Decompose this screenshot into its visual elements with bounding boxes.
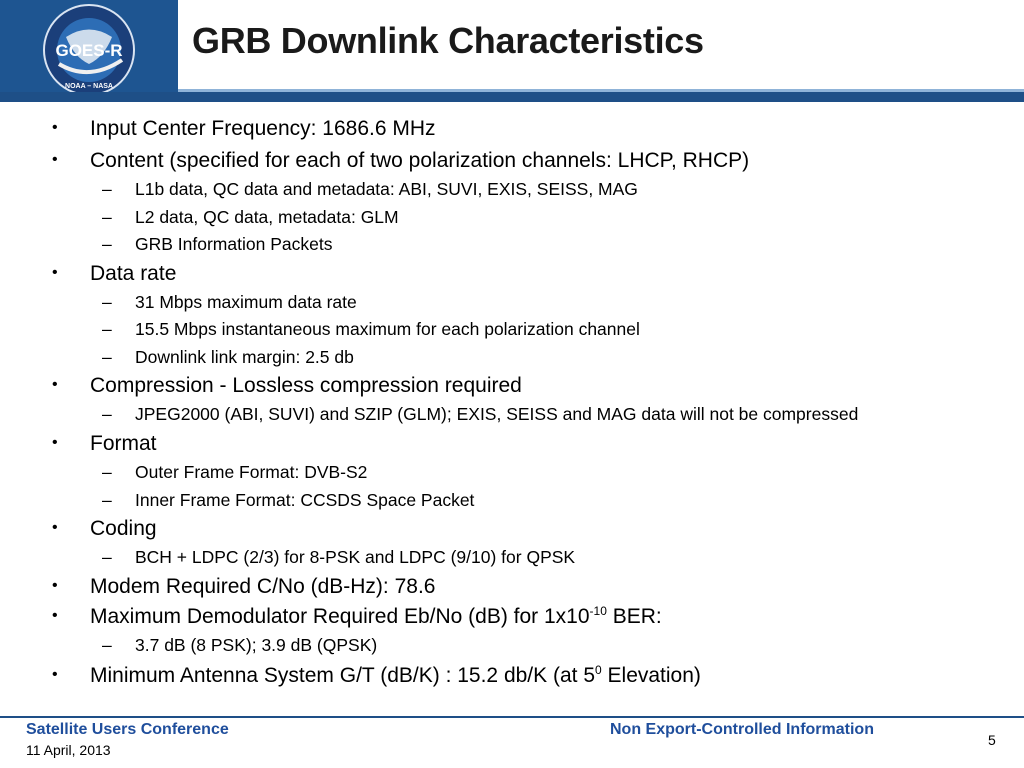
dash-marker: – — [102, 635, 112, 655]
bullet-text: Data rate — [90, 262, 177, 285]
dash-marker: – — [102, 234, 112, 254]
bullet-marker: • — [52, 519, 58, 536]
sub-bullet-text: 15.5 Mbps instantaneous maximum for each polarization channel — [135, 319, 640, 339]
sub-bullet-text: GRB Information Packets — [135, 234, 333, 254]
bullet-marker: • — [52, 119, 58, 136]
bullet-text — [90, 605, 662, 629]
bullet-text-main: Maximum Demodulator Required Eb/No (dB) for 1x10 — [90, 605, 590, 628]
bullet-text: Modem Required C/No (dB-Hz): 78.6 — [90, 575, 436, 598]
bullet-marker: • — [52, 376, 58, 393]
bullet-text-main: Minimum Antenna System G/T (dB/K) : 15.2 db/K (at 5 — [90, 664, 595, 687]
logo-center-text: GOES-R — [55, 41, 123, 60]
bullet-marker: • — [52, 666, 58, 683]
sub-bullet-text: 3.7 dB (8 PSK); 3.9 dB (QPSK) — [135, 635, 378, 655]
dash-marker: – — [102, 292, 112, 312]
sub-bullet-text: L2 data, QC data, metadata: GLM — [135, 207, 399, 227]
bullet-marker: • — [52, 434, 58, 451]
bullet-text — [90, 664, 701, 688]
header-rule — [0, 92, 1024, 102]
sub-bullet-text: BCH + LDPC (2/3) for 8-PSK and LDPC (9/10) for QPSK — [135, 547, 576, 567]
dash-marker: – — [102, 547, 112, 567]
logo-panel — [0, 0, 178, 100]
bullet-text-tail: BER: — [606, 605, 662, 628]
dash-marker: – — [102, 207, 112, 227]
bullet-text: Content (specified for each of two polarization channels: LHCP, RHCP) — [90, 149, 750, 172]
sub-bullet-text: JPEG2000 (ABI, SUVI) and SZIP (GLM); EXIS, SEISS and MAG data will not be compressed — [135, 404, 859, 424]
bullet-text: Compression - Lossless compression required — [90, 374, 522, 397]
footer-date: 11 April, 2013 — [26, 742, 111, 758]
goes-r-logo-icon — [14, 2, 164, 98]
bullet-marker: • — [52, 151, 58, 168]
dash-marker: – — [102, 404, 112, 424]
footer-export-notice: Non Export-Controlled Information — [610, 721, 874, 738]
logo-bottom-text: NOAA – NASA — [65, 83, 113, 90]
dash-marker: – — [102, 347, 112, 367]
degree-superscript: 0 — [595, 663, 602, 677]
bullet-text-tail: Elevation) — [601, 664, 701, 687]
bullet-text: Format — [90, 432, 157, 455]
bullet-text: Input Center Frequency: 1686.6 MHz — [90, 117, 436, 140]
sub-bullet-text: Outer Frame Format: DVB-S2 — [135, 462, 368, 482]
page-title: GRB Downlink Characteristics — [192, 20, 704, 61]
dash-marker: – — [102, 179, 112, 199]
sub-bullet-text: L1b data, QC data and metadata: ABI, SUVI, EXIS, SEISS, MAG — [135, 179, 638, 199]
sub-bullet-text: Downlink link margin: 2.5 db — [135, 347, 354, 367]
dash-marker: – — [102, 319, 112, 339]
exponent-superscript: -10 — [589, 604, 607, 618]
sub-bullet-text: 31 Mbps maximum data rate — [135, 292, 357, 312]
bullet-text: Coding — [90, 517, 157, 540]
bullet-marker: • — [52, 607, 58, 624]
dash-marker: – — [102, 490, 112, 510]
sub-bullet-text: Inner Frame Format: CCSDS Space Packet — [135, 490, 475, 510]
page-number: 5 — [988, 732, 996, 748]
bullet-marker: • — [52, 577, 58, 594]
bullet-marker: • — [52, 264, 58, 281]
dash-marker: – — [102, 462, 112, 482]
footer-rule — [0, 716, 1024, 718]
footer-conference: Satellite Users Conference — [26, 721, 229, 738]
